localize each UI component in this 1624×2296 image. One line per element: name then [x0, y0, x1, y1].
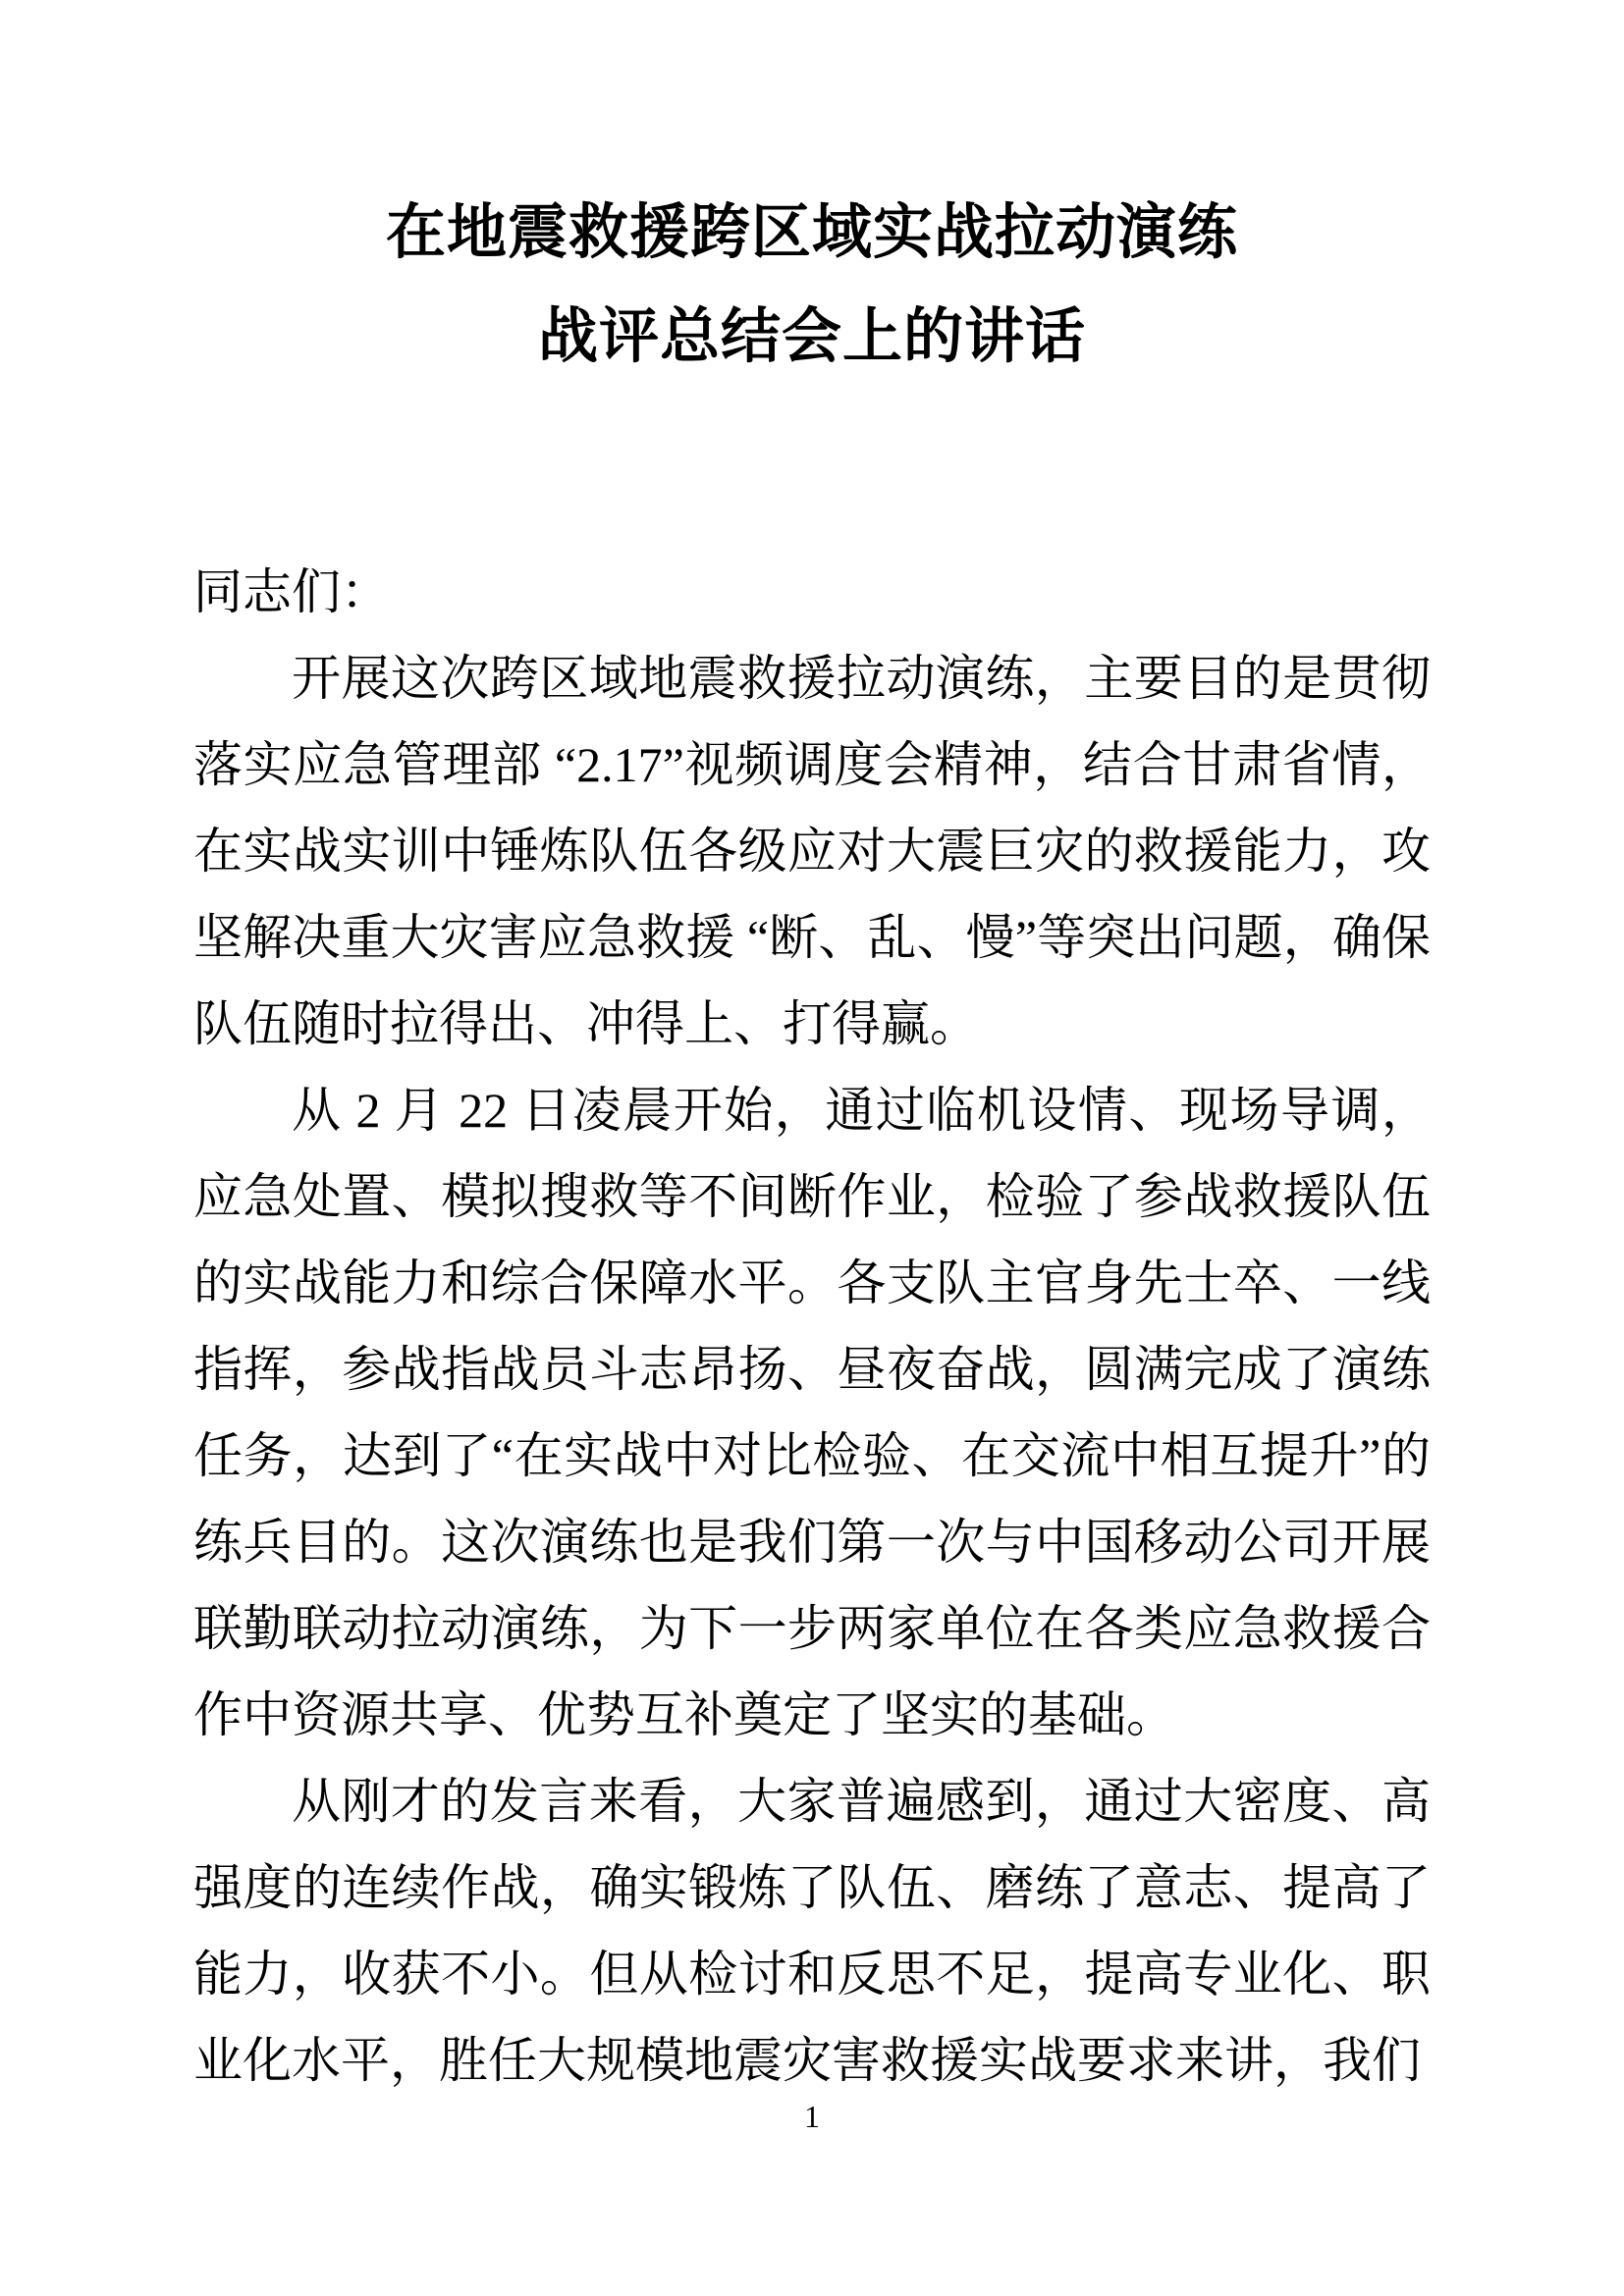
title-line-1: 在地震救援跨区域实战拉动演练 [385, 198, 1238, 265]
document-body [193, 388, 1431, 2104]
title-line-2: 战评总结会上的讲话 [537, 302, 1086, 369]
salutation: 同志们： [193, 564, 390, 619]
paragraph: 开展这次跨区域地震救援拉动演练，主要目的是贯彻落实应急管理部 “2.17”视频调度会精神，结合甘肃省情，在实战实训中锤炼队伍各级应对大震巨灾的救援能力，攻坚解决重大灾害应急救援 “断、乱、慢”等突出问题，确保队伍随时拉得出、冲得上、打得赢。 [193, 651, 1431, 1051]
paragraph: 从刚才的发言来看，大家普遍感到，通过大密度、高强度的连续作战，确实锻炼了队伍、磨练了意志、提高了能力，收获不小。但从检讨和反思不足，提高专业化、职业化水平，胜任大规模地震灾害救援实战要求来讲，我们 [193, 1774, 1431, 2088]
page-number: 1 [804, 2099, 820, 2134]
document-title [0, 0, 1624, 388]
paragraph: 从 2 月 22 日凌晨开始，通过临机设情、现场导调，应急处置、模拟搜救等不间断作业，检验了参战救援队伍的实战能力和综合保障水平。各支队主官身先士卒、一线指挥，参战指战员斗志昂扬、昼夜奋战，圆满完成了演练任务，达到了“在实战中对比检验、在交流中相互提升”的练兵目的。这次演练也是我们第一次与中国移动公司开展联勤联动拉动演练，为下一步两家单位在各类应急救援合作中资源共享、优势互补奠定了坚实的基础。 [193, 1083, 1431, 1742]
